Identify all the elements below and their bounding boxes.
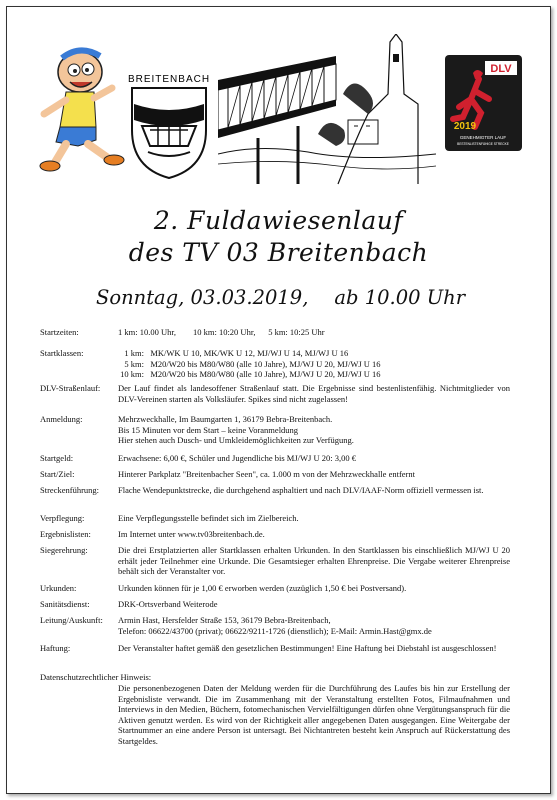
info-row-line: Bis 15 Minuten vor dem Start – keine Voranmeldung [118, 424, 299, 435]
info-row-line: Hinterer Parkplatz "Breitenbacher Seen", ca. 1.000 m von der Mehrzweckhalle entfernt [118, 469, 415, 479]
event-date: Sonntag, 03.03.2019, [96, 286, 309, 309]
event-time: ab 10.00 Uhr [334, 286, 466, 309]
info-row-label: Leitung/Auskunft: [40, 615, 103, 625]
breitenbach-crest [128, 68, 210, 180]
info-row-line: Mehrzweckhalle, Im Baumgarten 1, 36179 Bebra-Breitenbach. [118, 414, 333, 424]
info-row-value [118, 599, 510, 610]
info-row-value [118, 529, 510, 540]
info-row-line: Urkunden können für je 1,00 € erworben werden (zuzüglich 1,50 € bei Postversand). [118, 583, 407, 593]
info-row-label: Start/Ziel: [40, 469, 75, 479]
info-row-value [118, 327, 510, 338]
info-row-line: 5 km: M20/W20 bis M80/W80 (alle 10 Jahre), MJ/WJ U 20, MJ/WJ U 16 [118, 358, 381, 369]
event-organizer: des TV 03 Breitenbach [128, 238, 429, 267]
info-row-label: Startgeld: [40, 453, 74, 463]
privacy-notice [40, 672, 510, 746]
info-row-line: Der Lauf findet als landesoffener Straßenlauf statt. Die Ergebnisse sind bestenlistenfähig. Nichtmitglieder von DLV-Vereinen starten als Volksläufer. Spikes sind nicht zugelassen! [118, 383, 510, 404]
info-row-value [118, 453, 510, 464]
dlv-logo [445, 55, 522, 151]
info-row-line: Im Internet unter www.tv03breitenbach.de. [118, 529, 265, 539]
dlv-line1: GENEHMIGTER LAUF [459, 135, 507, 140]
info-row-label: Startzeiten: [40, 327, 79, 337]
info-row-value [118, 513, 510, 524]
info-row-label: Urkunden: [40, 583, 77, 593]
crest-text: BREITENBACH [128, 74, 210, 85]
info-row-value [118, 469, 510, 480]
info-row-line: Flache Wendepunktstrecke, die durchgehend asphaltiert und nach DLV/IAAF-Norm offiziell vermessen ist. [118, 485, 484, 495]
info-row-value [118, 583, 510, 594]
info-row-label: Streckenführung: [40, 485, 100, 495]
runner-mascot-illustration [38, 42, 126, 172]
info-row-line: Telefon: 06622/43700 (privat); 06622/9211-1726 (dienstlich); E-Mail: Armin.Hast@gmx.de [118, 625, 432, 636]
info-row-value [118, 615, 510, 636]
event-title: 2. Fuldawiesenlauf [153, 206, 404, 235]
info-row-value [118, 414, 510, 446]
privacy-label: Datenschutzrechtlicher Hinweis: [40, 672, 152, 682]
privacy-text: Die personenbezogenen Daten der Meldung werden für die Durchführung des Laufes bis hin zur Erstellung der Ergebnisliste verwandt. Die im Zusammenhang mit der Veranstaltung erstellten Fotos, Filmaufnahmen und Interviews in den Medien, Büchern, fotomechanischen Vervielfältigungen dürfen ohne Vergütungsanspruch für die Aktiven genutzt werden. Es wird von der Richtigkeit aller angegebenen Daten ausgegangen. Eine Weitergabe der Startnummer an eine andere Person ist untersagt. Bei Nichtantreten besteht kein Anspruch auf Rückerstattung des Startgeldes. [118, 683, 510, 746]
dlv-brand: DLV [490, 63, 512, 75]
info-row-label: Verpflegung: [40, 513, 85, 523]
info-row-line: Erwachsene: 6,00 €, Schüler und Jugendliche bis MJ/WJ U 20: 3,00 € [118, 453, 356, 463]
info-row-label: Anmeldung: [40, 414, 83, 424]
dlv-line2: BESTENLISTENFÄHIGE STRECKE [457, 142, 509, 146]
info-row-line: DRK-Ortsverband Weiterode [118, 599, 218, 609]
info-row-line: Die drei Erstplatzierten aller Startklassen erhalten Urkunden. In den Startklassen bis einschließlich MJ/WJ U 20 erhält jeder Teilnehmer eine Urkunde. Die Gesamtsieger erhalten Ehrenpreise. Die Vergabe weiterer Ehrenpreise behält sich der Veranstalter vor. [118, 545, 510, 577]
info-row-value [118, 383, 510, 404]
info-row-label: DLV-Straßenlauf: [40, 383, 101, 393]
info-row-value [118, 643, 510, 654]
dlv-year: 2019 [453, 121, 477, 132]
info-row-label: Sanitätsdienst: [40, 599, 90, 609]
info-row-line: Armin Hast, Hersfelder Straße 153, 36179 Bebra-Breitenbach, [118, 615, 331, 625]
event-date-time [96, 286, 465, 309]
bridge-town-sketch [218, 34, 436, 190]
info-row-value [118, 485, 510, 496]
info-row-label: Siegerehrung: [40, 545, 88, 555]
info-row-line: Der Veranstalter haftet gemäß den gesetzlichen Bestimmungen! Eine Haftung bei Diebstahl ist ausgeschlossen! [118, 643, 497, 653]
info-row-line: Hier stehen auch Dusch- und Umkleidemöglichkeiten zur Verfügung. [118, 435, 354, 446]
info-row-label: Ergebnislisten: [40, 529, 91, 539]
info-row-line: Eine Verpflegungsstelle befindet sich im Zielbereich. [118, 513, 299, 523]
info-row-value [118, 545, 510, 577]
info-row-line: 1 km: MK/WK U 10, MK/WK U 12, MJ/WJ U 14, MJ/WJ U 16 [118, 348, 349, 358]
info-row-line: 1 km: 10.00 Uhr, 10 km: 10:20 Uhr, 5 km: 10:25 Uhr [118, 327, 325, 337]
info-row-label: Haftung: [40, 643, 71, 653]
info-row-value [118, 348, 510, 380]
info-row-line: 10 km: M20/W20 bis M80/W80 (alle 10 Jahre), MJ/WJ U 20, MJ/WJ U 16 [118, 369, 381, 380]
info-row-label: Startklassen: [40, 348, 84, 358]
